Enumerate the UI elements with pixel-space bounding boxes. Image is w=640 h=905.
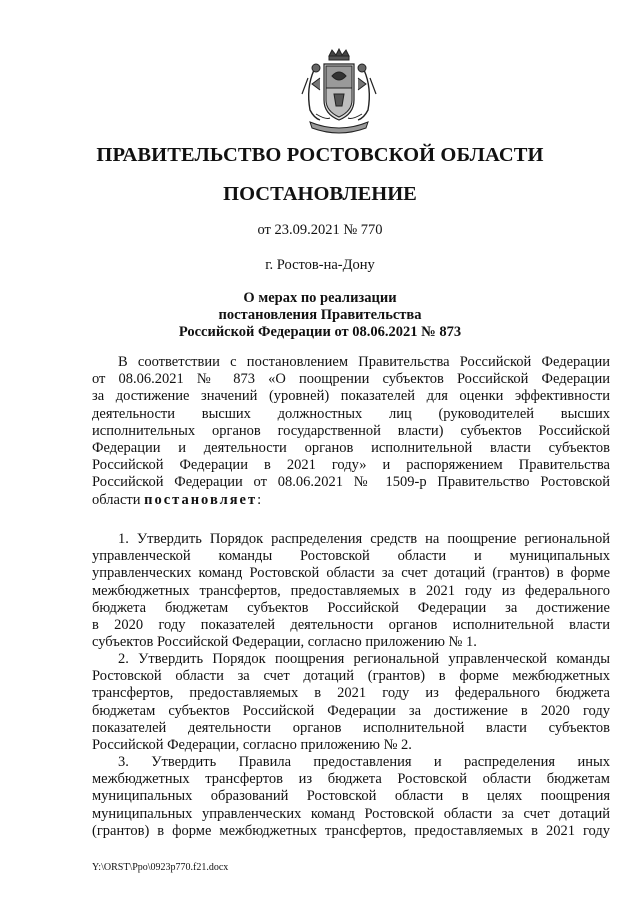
body-line: за достижение значений (уровней) показателей для оценки эффективности bbox=[92, 388, 610, 405]
body-line: муниципальных управленческих команд Ростовской области за счет дотаций bbox=[92, 805, 610, 822]
file-path-footer: Y:\ORST\Ppo\0923p770.f21.docx bbox=[92, 862, 229, 873]
item-2-paragraph bbox=[92, 651, 610, 754]
body-line: муниципальных образований Ростовской области в целях поощрения bbox=[92, 788, 610, 805]
body-line: показателей деятельности органов исполнительной власти субъектов bbox=[92, 719, 610, 736]
body-line: субъектов Российской Федерации, согласно приложению № 1. bbox=[92, 634, 477, 651]
subject-line: О мерах по реализации bbox=[243, 290, 397, 306]
authority-heading: ПРАВИТЕЛЬСТВО РОСТОВСКОЙ ОБЛАСТИ bbox=[96, 144, 544, 166]
subject-line: постановления Правительства bbox=[218, 307, 422, 323]
rostov-oblast-coat-of-arms-icon bbox=[296, 48, 382, 138]
body-line: Федерации и деятельности органов исполнительной власти субъектов bbox=[92, 440, 610, 457]
final-suffix: : bbox=[257, 491, 262, 508]
final-prefix: области bbox=[92, 491, 145, 508]
body-line: (грантов) в форме межбюджетных трансфертов, предоставляемых в 2021 году bbox=[92, 822, 610, 839]
body-line: межбюджетных трансфертов из бюджета Ростовской области бюджетам bbox=[92, 771, 610, 788]
item-1-paragraph bbox=[92, 531, 610, 651]
body-line: исполнительных органов государственной власти) субъектов Российской bbox=[92, 422, 610, 439]
date-number-line: от 23.09.2021 № 770 bbox=[257, 222, 383, 238]
body-line: 2. Утвердить Порядок поощрения региональной управленческой команды bbox=[118, 651, 610, 667]
preamble-paragraph bbox=[92, 354, 610, 509]
body-line: 1. Утвердить Порядок распределения средств на поощрение региональной bbox=[118, 531, 610, 547]
document-subject bbox=[0, 290, 640, 341]
body-line: В соответствии с постановлением Правительства Российской Федерации bbox=[118, 354, 610, 370]
body-line: Российской Федерации в 2021 году» и распоряжением Правительства bbox=[92, 457, 610, 474]
body-line: межбюджетных трансфертов, предоставляемых в 2021 году из федерального bbox=[92, 582, 610, 599]
body-line: в 2020 году показателей деятельности органов исполнительной власти bbox=[92, 617, 610, 634]
body-line: Российской Федерации от 08.06.2021 № 1509-р Правительство Ростовской bbox=[92, 474, 610, 491]
body-line: деятельности высших должностных лиц (руководителей высших bbox=[92, 405, 610, 422]
body-line: трансфертов, предоставляемых в 2021 году из федерального бюджета bbox=[92, 685, 610, 702]
body-line-final bbox=[92, 492, 610, 509]
body-line: управленческой команды Ростовской области и муниципальных bbox=[92, 548, 610, 565]
body-line: 3. Утвердить Правила предоставления и распределения иных bbox=[118, 754, 610, 770]
body-line: бюджетам субъектов Российской Федерации за достижение в 2020 году bbox=[92, 702, 610, 719]
body-line: управленческих команд Ростовской области за счет дотаций (грантов) в форме bbox=[92, 565, 610, 582]
body-line: Ростовской области за счет дотаций (грантов) в форме межбюджетных bbox=[92, 668, 610, 685]
subject-line: Российской Федерации от 08.06.2021 № 873 bbox=[178, 324, 462, 340]
body-line: Российской Федерации, согласно приложению № 2. bbox=[92, 737, 412, 754]
item-3-paragraph bbox=[92, 754, 610, 840]
document-type-heading: ПОСТАНОВЛЕНИЕ bbox=[223, 183, 417, 205]
body-line: бюджета бюджетам субъектов Российской Федерации за достижение bbox=[92, 599, 610, 616]
body-line: от 08.06.2021 № 873 «О поощрении субъектов Российской Федерации bbox=[92, 371, 610, 388]
city-line: г. Ростов-на-Дону bbox=[265, 257, 375, 273]
resolves-word: постановляет bbox=[144, 491, 258, 508]
